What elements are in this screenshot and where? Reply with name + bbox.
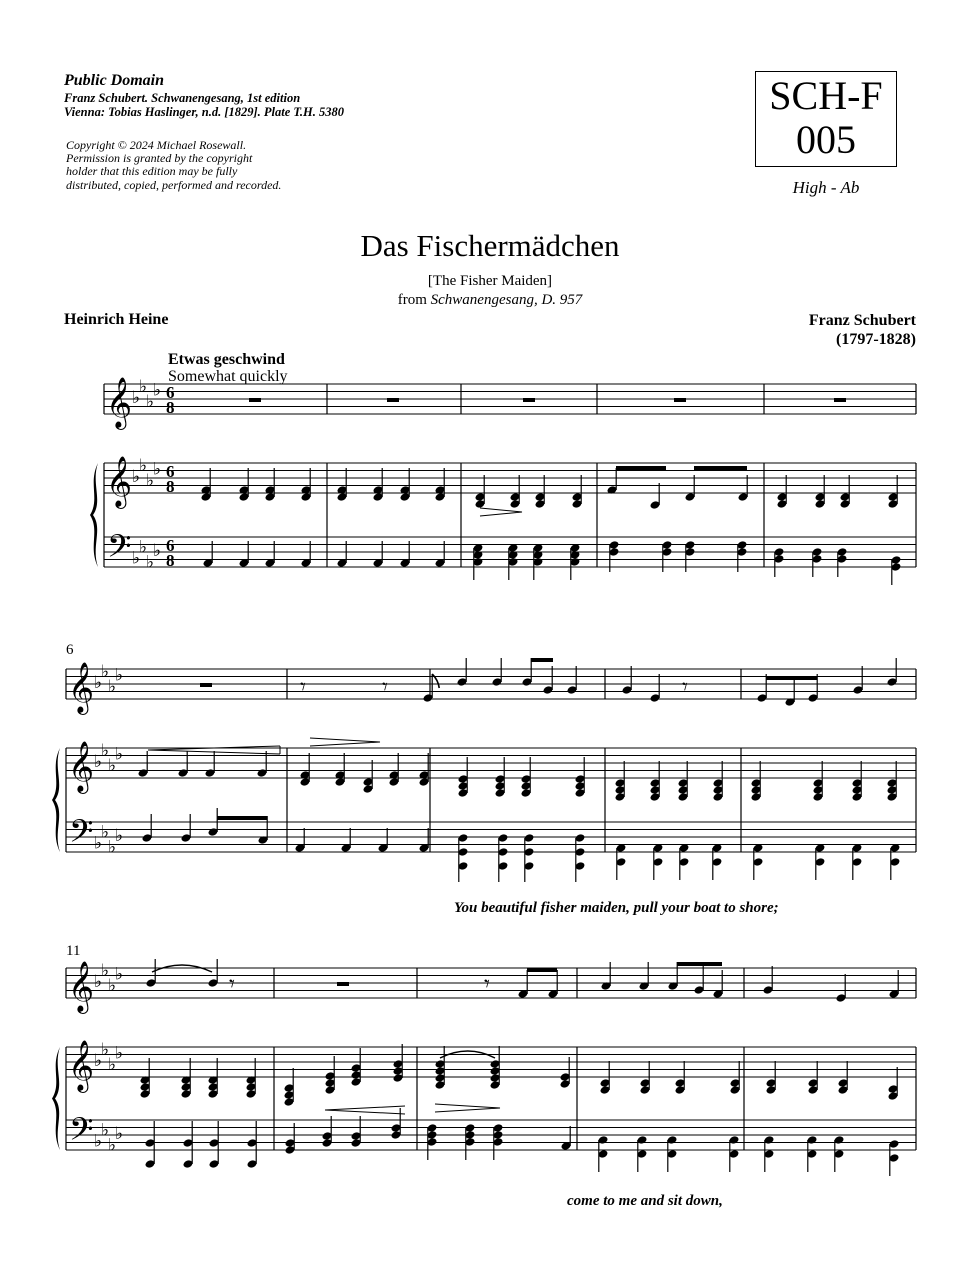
- flat-sign: ♭: [153, 380, 162, 401]
- copyright-line: Permission is granted by the copyright: [66, 151, 253, 166]
- flat-sign: ♭: [94, 1131, 103, 1152]
- flat-sign: ♭: [108, 975, 117, 996]
- time-sig-numerator: 6: [166, 383, 175, 402]
- eighth-rest: 𝄾: [229, 972, 235, 997]
- flat-sign: ♭: [115, 1124, 124, 1144]
- beam: [694, 466, 747, 470]
- poet-name: Heinrich Heine: [64, 311, 169, 328]
- bass-clef: 𝄢: [69, 1111, 94, 1155]
- whole-rest: [674, 398, 686, 402]
- flat-sign: ♭: [132, 467, 141, 487]
- decrescendo-hairpin: [480, 508, 522, 516]
- tempo-german: Etwas geschwind: [168, 351, 285, 368]
- license-label: Public Domain: [64, 72, 165, 89]
- copyright-line: holder that this edition may be fully: [66, 164, 238, 179]
- flat-sign: ♭: [101, 1120, 110, 1141]
- time-sig-denominator: 8: [166, 477, 175, 496]
- flat-sign: ♭: [108, 837, 117, 858]
- source-line: Franz Schubert. Schwanengesang, 1st edition: [64, 91, 301, 105]
- eighth-rest: 𝄾: [300, 675, 306, 700]
- subtitle-translation: [The Fisher Maiden]: [427, 273, 553, 289]
- flat-sign: ♭: [115, 964, 124, 985]
- flat-sign: ♭: [94, 833, 103, 854]
- flat-sign: ♭: [94, 972, 103, 992]
- eighth-rest: 𝄾: [382, 675, 388, 700]
- treble-clef: 𝄞: [106, 456, 133, 507]
- flat-sign: ♭: [115, 826, 124, 846]
- translation-line-2: You beautiful fisher maiden, pull your boat to shore;: [454, 900, 779, 916]
- voice-key: High - Ab: [792, 178, 860, 197]
- eighth-rest: 𝄾: [682, 675, 688, 700]
- brace: [52, 748, 60, 852]
- time-sig-denominator: 8: [166, 398, 175, 417]
- flat-sign: ♭: [115, 1043, 124, 1064]
- crescendo-hairpin: [325, 1106, 405, 1114]
- whole-rest: [834, 398, 846, 402]
- whole-rest: [523, 398, 535, 402]
- flat-sign: ♭: [94, 1051, 103, 1071]
- flat-sign: ♭: [146, 391, 155, 412]
- time-sig-numerator: 6: [166, 462, 175, 481]
- translation-line-3: come to me and sit down,: [567, 1193, 723, 1209]
- beam: [217, 816, 267, 820]
- decrescendo-hairpin: [310, 738, 380, 746]
- catalog-code-line1: SCH-F: [769, 73, 883, 118]
- beam: [677, 962, 722, 966]
- flat-sign: ♭: [132, 388, 141, 408]
- flat-sign: ♭: [101, 661, 110, 682]
- copyright-line: distributed, copied, performed and recorded.: [66, 177, 282, 192]
- measure-number-11: 11: [66, 943, 81, 959]
- whole-rest: [200, 683, 212, 687]
- flat-sign: ♭: [153, 459, 162, 480]
- flat-sign: ♭: [139, 376, 148, 397]
- flat-sign: ♭: [101, 822, 110, 843]
- whole-rest: [387, 398, 399, 402]
- subtitle-source: from Schwanengesang, D. 957: [397, 292, 583, 308]
- treble-clef: 𝄞: [68, 662, 95, 713]
- flat-sign: ♭: [115, 744, 124, 765]
- whole-rest: [337, 982, 349, 986]
- catalog-code-line2: 005: [796, 117, 856, 162]
- beam: [766, 676, 817, 680]
- flat-sign: ♭: [139, 537, 148, 558]
- treble-clef: 𝄞: [68, 961, 95, 1012]
- treble-clef: 𝄞: [68, 1040, 95, 1091]
- beam: [531, 658, 553, 662]
- flat-sign: ♭: [132, 548, 141, 569]
- flat-sign: ♭: [101, 740, 110, 761]
- time-sig-denominator: 8: [166, 551, 175, 570]
- flat-sign: ♭: [146, 552, 155, 573]
- flat-sign: ♭: [146, 470, 155, 491]
- eighth-rest: 𝄾: [484, 972, 490, 997]
- flat-sign: ♭: [108, 755, 117, 776]
- flat-sign: ♭: [108, 1054, 117, 1075]
- whole-rest: [249, 398, 261, 402]
- flat-sign: ♭: [108, 1135, 117, 1156]
- time-sig-numerator: 6: [166, 536, 175, 555]
- flat-sign: ♭: [101, 960, 110, 981]
- source-line: Vienna: Tobias Haslinger, n.d. [1829]. Plate T.H. 5380: [64, 105, 345, 119]
- measure-number-6: 6: [66, 642, 74, 658]
- flat-sign: ♭: [94, 752, 103, 772]
- copyright-line: Copyright © 2024 Michael Rosewall.: [66, 138, 247, 152]
- brace: [90, 463, 98, 567]
- brace: [52, 1047, 60, 1150]
- tempo-english: Somewhat quickly: [168, 368, 288, 385]
- flat-sign: ♭: [94, 673, 103, 693]
- flat-sign: ♭: [139, 455, 148, 476]
- decrescendo-hairpin: [435, 1104, 500, 1112]
- composer-name: Franz Schubert: [808, 312, 916, 329]
- beam: [616, 466, 666, 470]
- treble-clef: 𝄞: [68, 741, 95, 792]
- beam: [527, 968, 557, 972]
- flat-sign: ♭: [108, 676, 117, 697]
- composer-dates: (1797-1828): [836, 331, 916, 348]
- page-title: Das Fischermädchen: [360, 228, 620, 263]
- treble-clef: 𝄞: [106, 377, 133, 428]
- bass-clef: 𝄢: [107, 528, 132, 572]
- bass-clef: 𝄢: [69, 813, 94, 857]
- flat-sign: ♭: [101, 1039, 110, 1060]
- flat-sign: ♭: [153, 541, 162, 561]
- flat-sign: ♭: [115, 665, 124, 686]
